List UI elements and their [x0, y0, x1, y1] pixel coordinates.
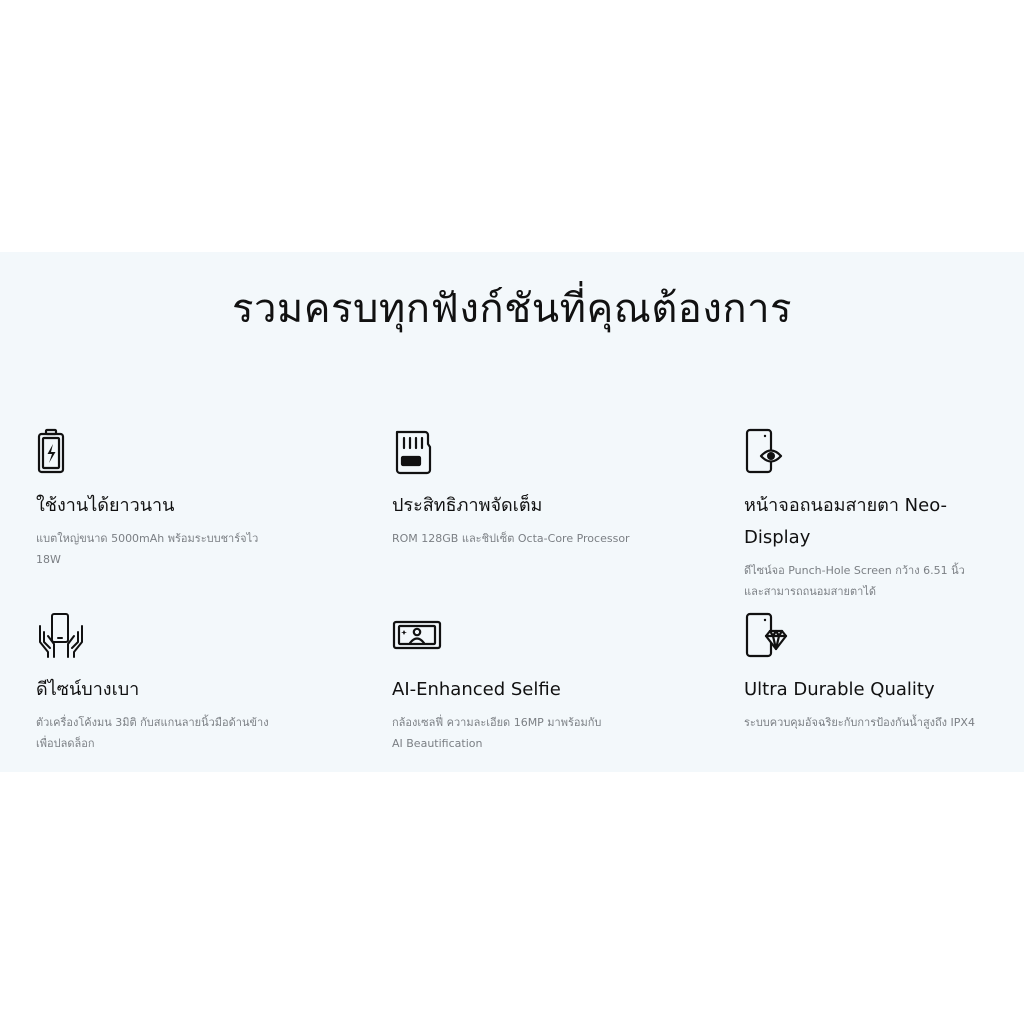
memory-card-icon [392, 428, 438, 476]
feature-performance [392, 428, 642, 549]
battery-charging-icon [36, 428, 82, 476]
selfie-camera-icon [392, 612, 438, 660]
feature-eye-care-display [744, 428, 980, 602]
feature-title: หน้าจอถนอมสายตา Neo-Display [744, 495, 948, 548]
feature-ai-selfie [392, 612, 642, 754]
feature-battery [36, 428, 286, 570]
hands-holding-phone-icon [36, 612, 82, 660]
feature-title: ดีไซน์บางเบา [36, 679, 140, 700]
phone-diamond-icon [744, 612, 790, 660]
feature-slim-design [36, 612, 286, 754]
feature-description: ระบบควบคุมอัจฉริยะกับการป้องกันน้ำสูงถึง IPX4 [744, 716, 975, 729]
feature-title: ประสิทธิภาพจัดเต็ม [392, 495, 543, 516]
feature-title: Ultra Durable Quality [744, 679, 935, 700]
feature-description: แบตใหญ่ขนาด 5000mAh พร้อมระบบชาร์จไว 18W [36, 532, 259, 566]
feature-title: ใช้งานได้ยาวนาน [36, 495, 175, 516]
feature-description: ดีไซน์จอ Punch-Hole Screen กว้าง 6.51 นิ้ว และสามารถถนอมสายตาได้ [744, 564, 965, 598]
phone-eye-icon [744, 428, 790, 476]
feature-description: ตัวเครื่องโค้งมน 3มิติ กับสแกนลายนิ้วมือด้านข้างเพื่อปลดล็อก [36, 716, 269, 750]
feature-description: กล้องเซลฟี่ ความละเอียด 16MP มาพร้อมกับ AI Beautification [392, 716, 602, 750]
section-headline: รวมครบทุกฟังก์ชันที่คุณต้องการ [231, 286, 793, 332]
feature-title: AI-Enhanced Selfie [392, 679, 561, 700]
feature-durable-quality [744, 612, 994, 733]
feature-description: ROM 128GB และชิปเซ็ต Octa-Core Processor [392, 532, 630, 545]
